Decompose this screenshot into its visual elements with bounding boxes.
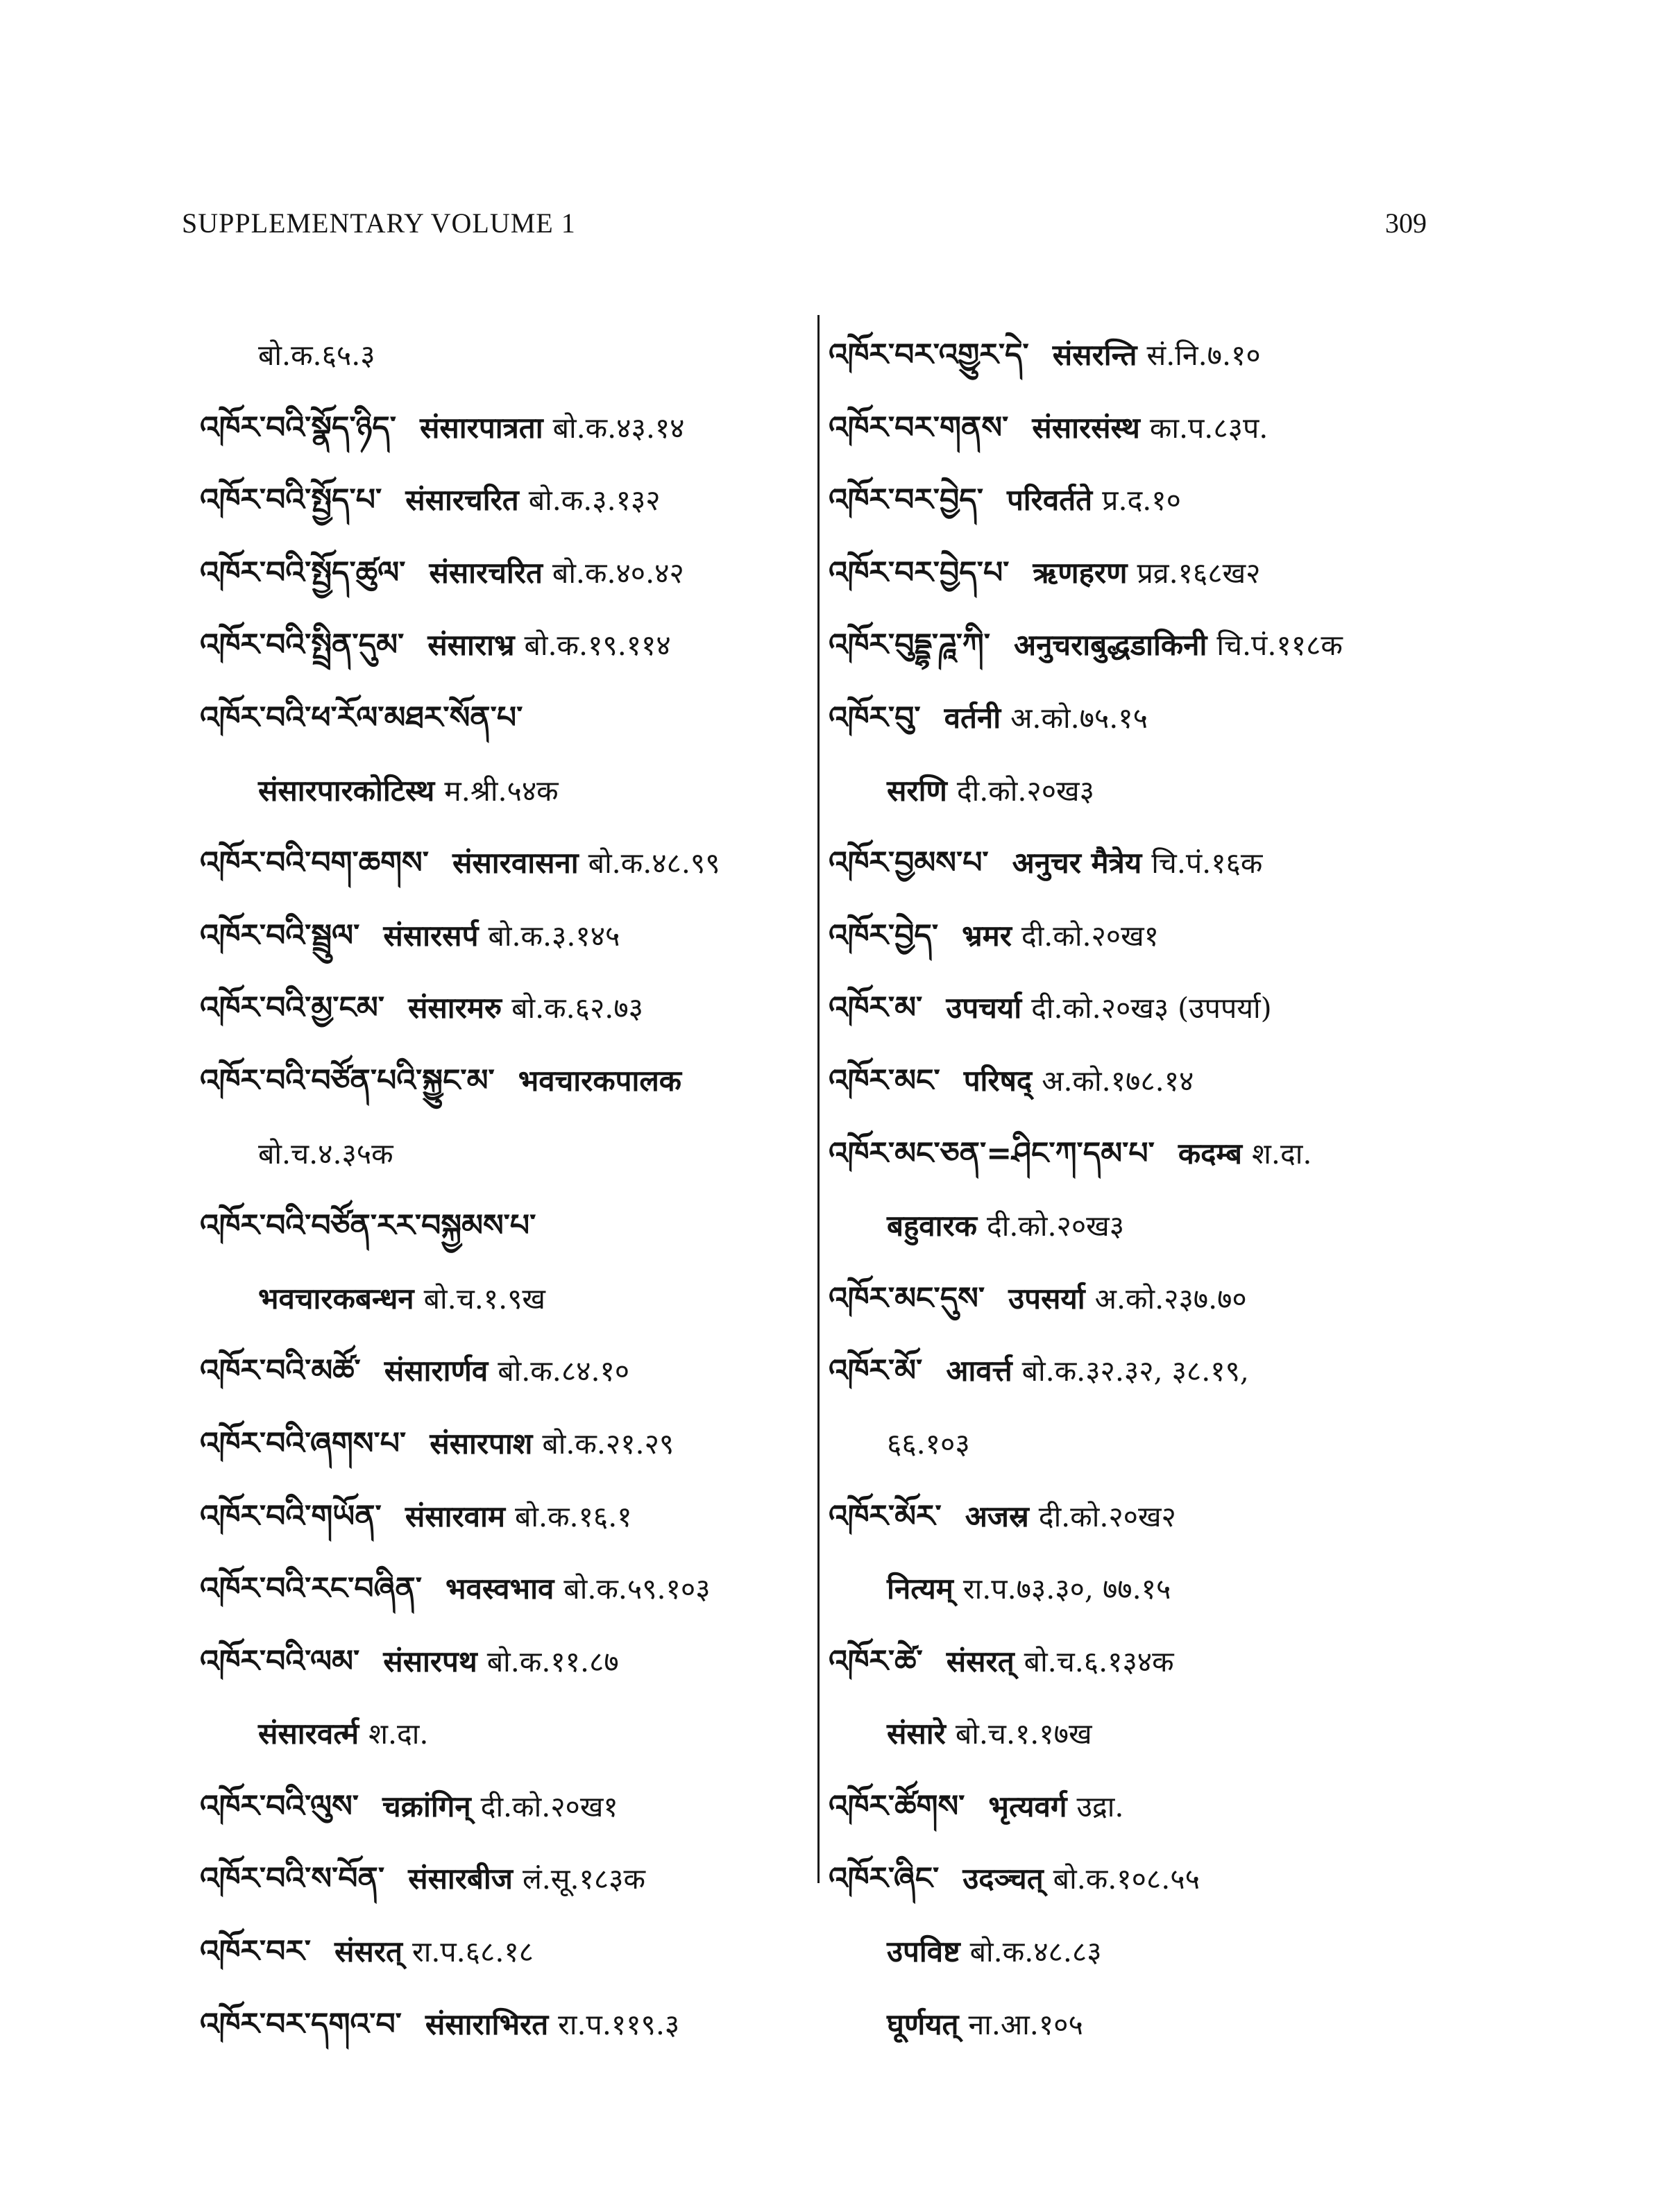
- tibetan-term: འཁོར་བའི་མྱ་ངམ་: [200, 990, 384, 1026]
- sanskrit-equivalent: घूर्णयत्: [887, 2007, 959, 2041]
- tibetan-term: འཁོར་བའི་མཚོ་: [200, 1353, 361, 1389]
- sanskrit-equivalent: संसारवर्त्म: [258, 1717, 359, 1751]
- sanskrit-equivalent: भ्रमर: [962, 918, 1012, 953]
- sanskrit-equivalent: संसरन्ति: [1052, 338, 1137, 372]
- dictionary-entry: [200, 1771, 811, 1844]
- sanskrit-equivalent: उपचर्या: [946, 991, 1022, 1026]
- dictionary-entry: [200, 464, 811, 537]
- tibetan-term: འཁོར་བའི་སྣོད་ཉིད་: [200, 409, 397, 445]
- tibetan-term: འཁོར་བར་: [200, 1934, 312, 1970]
- tibetan-term: འཁོར་བར་གནས་: [829, 409, 1009, 445]
- dictionary-entry: [829, 1626, 1460, 1699]
- source-reference: लं.सू.१८३क: [522, 1862, 645, 1896]
- source-reference: बो.क.३२.३२, ३८.१९,: [1021, 1354, 1249, 1388]
- dictionary-entry: [829, 900, 1460, 973]
- source-reference: बो.क.३.१४५: [488, 919, 620, 953]
- tibetan-term: འཁོར་བའི་སྤྱོད་པ་: [200, 482, 382, 518]
- dictionary-entry: [829, 1989, 1460, 2061]
- tibetan-term: འཁོར་བའི་ས་བོན་: [200, 1861, 385, 1897]
- tibetan-term: འཁོར་བྱམས་པ་: [829, 845, 989, 881]
- source-reference: दी.को.२०ख३: [986, 1209, 1125, 1243]
- sanskrit-equivalent: संसारचरित: [405, 483, 519, 518]
- source-reference: बो.क.४३.१४: [552, 411, 685, 445]
- sanskrit-equivalent: वर्तनी: [944, 700, 1001, 735]
- dictionary-entry: [829, 1916, 1460, 1989]
- source-reference: प्रव्र.१६८ख२: [1137, 556, 1261, 590]
- tibetan-term: འཁོར་བར་འགྱུར་དེ་: [829, 337, 1029, 373]
- dictionary-entry: [200, 392, 811, 465]
- source-reference: बो.क.१९.११४: [524, 629, 671, 663]
- tibetan-term: འཁོར་མོ་: [829, 1353, 923, 1389]
- sanskrit-equivalent: संसारसंस्थ: [1032, 410, 1140, 445]
- running-title: SUPPLEMENTARY VOLUME 1: [182, 207, 576, 239]
- tibetan-term: འཁོར་ཚེ་: [829, 1643, 923, 1679]
- sanskrit-equivalent: संसारे: [887, 1717, 946, 1751]
- dictionary-entry: [829, 1843, 1460, 1916]
- tibetan-term: འཁོར་བུ་: [829, 699, 921, 735]
- right-column: [829, 319, 1460, 2061]
- dictionary-entry: [200, 1626, 811, 1699]
- source-reference: बो.क.३.१३२: [528, 484, 661, 518]
- source-reference: रा.प.६८.१८: [411, 1935, 534, 1969]
- sanskrit-equivalent: उदञ्चत्: [962, 1862, 1044, 1896]
- tibetan-term: འཁོར་བའི་ཞགས་པ་: [200, 1425, 407, 1461]
- dictionary-entry: [829, 1553, 1460, 1626]
- tibetan-term: འཁོར་བའི་རང་བཞིན་: [200, 1571, 422, 1607]
- sanskrit-equivalent: संसारबीज: [408, 1862, 513, 1896]
- dictionary-entry: [829, 609, 1460, 682]
- dictionary-entry: [829, 1118, 1460, 1191]
- source-reference: प्र.द.१०: [1102, 484, 1181, 518]
- dictionary-entry: [829, 827, 1460, 900]
- sanskrit-equivalent: संसरत्: [946, 1644, 1015, 1678]
- source-reference: अ.को.२३७.७०: [1094, 1282, 1247, 1316]
- source-reference: उद्रा.: [1076, 1789, 1124, 1823]
- sanskrit-equivalent: उपसर्या: [1008, 1281, 1085, 1316]
- dictionary-entry: [829, 1771, 1460, 1844]
- dictionary-entry: [829, 464, 1460, 537]
- tibetan-term: འཁོར་བའི་ཕ་རོལ་མཐར་སོན་པ་: [200, 699, 523, 735]
- source-reference: श.दा.: [368, 1717, 429, 1751]
- sanskrit-equivalent: नित्यम्: [887, 1572, 953, 1606]
- source-reference: अ.को.७५.१५: [1010, 701, 1148, 735]
- tibetan-term: འཁོར་བྱེད་: [829, 917, 939, 953]
- dictionary-entry: [200, 1335, 811, 1408]
- source-reference: चि.पं.११८क: [1216, 629, 1343, 663]
- source-reference: अ.को.१७८.१४: [1042, 1064, 1194, 1098]
- source-reference: बो.क.२१.२९: [542, 1427, 674, 1461]
- tibetan-term: འཁོར་བར་བྱེད་པ་: [829, 554, 1010, 590]
- source-reference: बो.क.१६.१: [515, 1499, 632, 1533]
- source-reference: बो.क.४८.९९: [588, 846, 720, 880]
- tibetan-term: འཁོར་བའི་ལུས་: [200, 1788, 359, 1824]
- sanskrit-equivalent: संसारपारकोटिस्थ: [258, 773, 435, 808]
- dictionary-entry: [200, 1698, 811, 1771]
- sanskrit-equivalent: संसारपाश: [430, 1426, 533, 1461]
- sanskrit-equivalent: आवर्त्त: [946, 1354, 1012, 1388]
- source-reference: बो.च.१.१७ख: [955, 1717, 1092, 1751]
- source-reference: चि.पं.१६क: [1151, 846, 1263, 880]
- tibetan-term: འཁོར་བའི་བཙོན་རར་བསྐྱམས་པ་: [200, 1208, 536, 1244]
- source-reference: दी.को.२०ख३ (उपपर्या): [1031, 992, 1272, 1026]
- dictionary-entry: [829, 392, 1460, 465]
- sanskrit-equivalent: संसारवासना: [452, 846, 579, 880]
- sanskrit-equivalent: संसाराभ्र: [427, 628, 515, 663]
- tibetan-term: འཁོར་མོར་: [829, 1498, 942, 1534]
- dictionary-entry: [200, 1118, 811, 1191]
- tibetan-term: འཁོར་བའི་ལམ་: [200, 1643, 360, 1679]
- dictionary-entry: [200, 1045, 811, 1118]
- tibetan-term: འཁོར་བའི་སྤྱོད་ཚུལ་: [200, 554, 406, 590]
- sanskrit-equivalent: अनुचराबुद्धडाकिनी: [1014, 628, 1207, 663]
- source-reference: म.श्री.५४क: [444, 774, 559, 808]
- sanskrit-equivalent: संसारपथ: [383, 1644, 477, 1678]
- source-reference: बो.क.८४.१०: [498, 1354, 630, 1388]
- source-reference: बो.क.४०.४२: [552, 556, 684, 590]
- dictionary-entry: [829, 755, 1460, 828]
- tibetan-term: འཁོར་ཞིང་: [829, 1861, 940, 1897]
- dictionary-entry: [200, 755, 811, 828]
- sanskrit-equivalent: संसारपात्रता: [420, 410, 543, 445]
- dictionary-entry: [829, 1408, 1460, 1481]
- sanskrit-equivalent: संसारसर्प: [383, 918, 479, 953]
- dictionary-entry: [829, 972, 1460, 1045]
- sanskrit-equivalent: परिवर्तते: [1006, 483, 1093, 518]
- sanskrit-equivalent: संसारवाम: [405, 1499, 505, 1533]
- source-reference: का.प.८३प.: [1149, 411, 1269, 445]
- source-reference: दी.को.२०ख१: [480, 1789, 618, 1823]
- tibetan-term: འཁོར་བུདྡྷ་ཌཱ་ཀི་: [829, 627, 991, 663]
- sanskrit-equivalent: संसारमरु: [407, 991, 502, 1026]
- dictionary-entry: [200, 1481, 811, 1554]
- source-reference: रा.प.७३.३०, ७७.१५: [962, 1572, 1171, 1606]
- tibetan-term: འཁོར་བར་བྱེད་: [829, 482, 983, 518]
- dictionary-entry: [200, 1553, 811, 1626]
- source-reference: बो.क.६५.३: [258, 339, 375, 372]
- page-number: 309: [1385, 207, 1427, 239]
- sanskrit-equivalent: संसारचरित: [429, 555, 543, 590]
- dictionary-entry: [829, 319, 1460, 392]
- source-reference: बो.क.१०८.५५: [1053, 1862, 1200, 1896]
- sanskrit-equivalent: अजस्र: [965, 1499, 1029, 1533]
- sanskrit-equivalent: उपविष्ट: [887, 1934, 960, 1969]
- dictionary-entry: [829, 1190, 1460, 1263]
- source-reference: बो.च.१.९ख: [423, 1282, 545, 1316]
- source-reference: रा.प.११९.३: [558, 2007, 680, 2041]
- tibetan-term: འཁོར་ཚོགས་: [829, 1788, 965, 1824]
- left-column: [200, 319, 811, 2061]
- dictionary-entry: [829, 1698, 1460, 1771]
- source-reference: ना.आ.१०५: [968, 2007, 1083, 2041]
- dictionary-entry: [829, 1481, 1460, 1554]
- sanskrit-equivalent: संसारार्णव: [384, 1354, 489, 1388]
- source-reference: बो.क.४८.८३: [969, 1935, 1102, 1969]
- dictionary-entry: [200, 1408, 811, 1481]
- tibetan-term: འཁོར་མང་དུས་: [829, 1280, 985, 1316]
- dictionary-entry: [200, 609, 811, 682]
- source-reference: बो.च.४.३५क: [258, 1137, 393, 1171]
- sanskrit-equivalent: संसाराभिरत: [425, 2007, 549, 2041]
- tibetan-term: འཁོར་མང་ཅན་=ཤིང་ཀ་དམ་པ་: [829, 1135, 1155, 1171]
- dictionary-entry: [200, 972, 811, 1045]
- sanskrit-equivalent: भृत्यवर्ग: [988, 1789, 1067, 1823]
- source-reference: सं.नि.७.१०: [1146, 339, 1261, 372]
- tibetan-term: འཁོར་བའི་སྤྲིན་དུམ་: [200, 627, 405, 663]
- dictionary-entry: [829, 682, 1460, 755]
- dictionary-entry: [200, 827, 811, 900]
- sanskrit-equivalent: भवचारकबन्धन: [258, 1281, 414, 1316]
- sanskrit-equivalent: कदम्ब: [1178, 1136, 1243, 1171]
- sanskrit-equivalent: ऋणहरण: [1033, 555, 1128, 590]
- sanskrit-equivalent: परिषद्: [963, 1063, 1033, 1098]
- dictionary-entry: [200, 1190, 811, 1263]
- dictionary-entry: [200, 682, 811, 755]
- dictionary-entry: [200, 900, 811, 973]
- tibetan-term: འཁོར་བའི་བག་ཆགས་: [200, 845, 429, 881]
- source-reference: बो.क.६२.७३: [511, 992, 643, 1026]
- tibetan-term: འཁོར་མ་: [829, 990, 923, 1026]
- tibetan-term: འཁོར་བར་དགའ་བ་: [200, 2006, 402, 2042]
- source-reference: बो.क.५९.१०३: [563, 1572, 711, 1606]
- source-reference: ६६.१०३: [887, 1427, 970, 1461]
- dictionary-entry: [200, 1263, 811, 1336]
- tibetan-term: འཁོར་བའི་བཙོན་པའི་སྐྱུང་མ་: [200, 1062, 495, 1098]
- source-reference: बो.च.६.१३४क: [1024, 1644, 1174, 1678]
- tibetan-term: འཁོར་བའི་གཡོན་: [200, 1498, 382, 1534]
- dictionary-entry: [200, 319, 811, 392]
- sanskrit-equivalent: भवचारकपालक: [518, 1063, 682, 1098]
- dictionary-entry: [829, 1335, 1460, 1408]
- dictionary-entry: [200, 537, 811, 610]
- dictionary-entry: [829, 1045, 1460, 1118]
- dictionary-entry: [829, 1263, 1460, 1336]
- dictionary-entry: [200, 1843, 811, 1916]
- source-reference: दी.को.२०ख१: [1021, 919, 1159, 953]
- tibetan-term: འཁོར་བའི་སྦྲུལ་: [200, 917, 360, 953]
- tibetan-term: འཁོར་མང་: [829, 1062, 940, 1098]
- sanskrit-equivalent: भवस्वभाव: [445, 1572, 554, 1606]
- source-reference: बो.क.११.८७: [486, 1644, 619, 1678]
- sanskrit-equivalent: बहुवारक: [887, 1209, 977, 1243]
- source-reference: दी.को.२०ख३: [956, 774, 1094, 808]
- source-reference: श.दा.: [1252, 1137, 1312, 1171]
- dictionary-entry: [829, 537, 1460, 610]
- sanskrit-equivalent: संसरत्: [334, 1934, 402, 1969]
- sanskrit-equivalent: सरणि: [887, 773, 947, 808]
- sanskrit-equivalent: चक्रांगिन्: [382, 1789, 471, 1823]
- source-reference: दी.को.२०ख२: [1038, 1499, 1176, 1533]
- column-divider: [817, 315, 820, 1883]
- dictionary-entry: [200, 1989, 811, 2061]
- dictionary-entry: [200, 1916, 811, 1989]
- sanskrit-equivalent: अनुचर मैत्रेय: [1012, 846, 1142, 880]
